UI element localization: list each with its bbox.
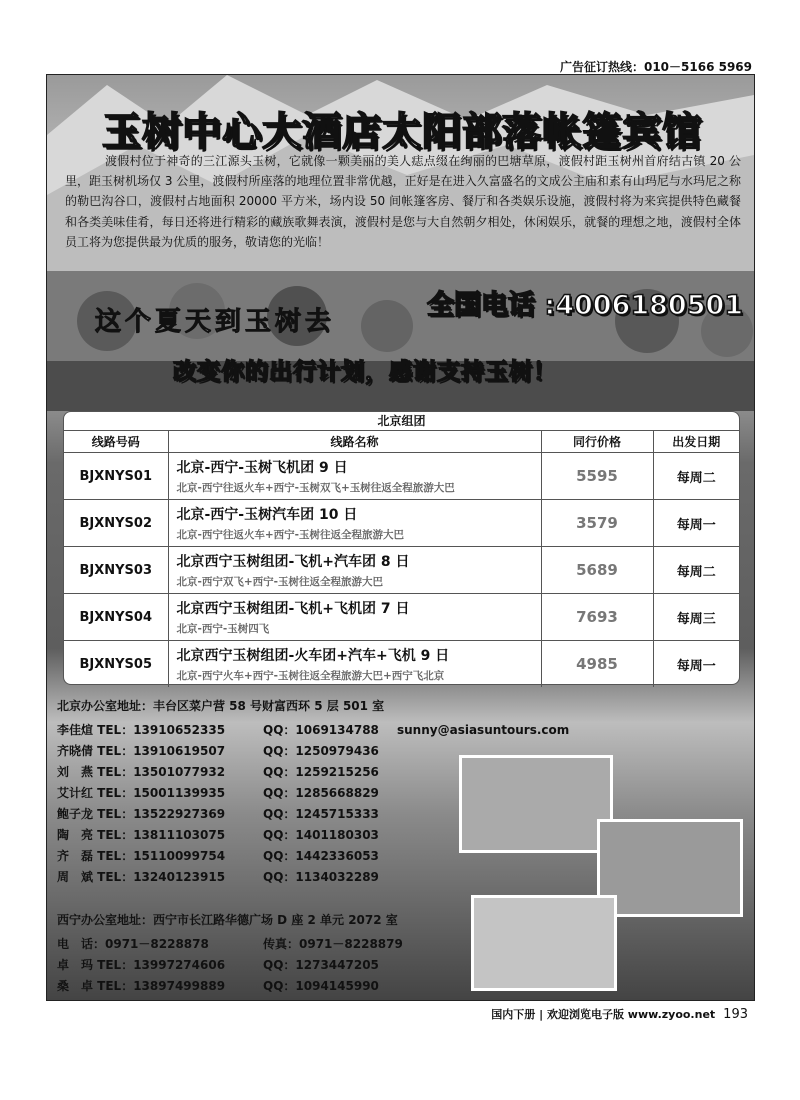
advert-frame xyxy=(46,74,755,1001)
route-date: 每周三 xyxy=(653,594,739,641)
contact-name: 齐 磊 TEL：15110099754 xyxy=(57,849,226,863)
contact-name: 艾计红 TEL：15001139935 xyxy=(57,786,226,800)
contact-qq: QQ：1259215256 xyxy=(263,765,379,779)
contact-qq: QQ：1094145990 xyxy=(263,979,379,993)
contact-qq: QQ：1442336053 xyxy=(263,849,379,863)
summer-headline: 这个夏天到玉树去 xyxy=(95,307,336,337)
page-number: 193 xyxy=(723,1007,748,1022)
header-code: 线路号码 xyxy=(64,431,168,453)
table-row xyxy=(64,641,739,688)
route-price: 5595 xyxy=(541,453,653,500)
contact-name: 鲍子龙 TEL：13522927369 xyxy=(57,807,226,821)
beijing-office xyxy=(57,697,570,888)
route-detail: 北京-西宁火车+西宁-玉树往返全程旅游大巴+西宁飞北京 xyxy=(176,670,445,682)
route-code: BJXNYS01 xyxy=(64,453,168,500)
contact-name: 齐晓倩 TEL：13910619507 xyxy=(57,744,226,758)
tent-interior-photo-2 xyxy=(597,819,743,917)
route-detail: 北京-西宁往返火车+西宁-玉树双飞+玉树往返全程旅游大巴 xyxy=(176,482,455,494)
route-price: 7693 xyxy=(541,594,653,641)
route-name: 北京-西宁-玉树飞机团 9 日 xyxy=(176,460,348,476)
route-detail: 北京-西宁往返火车+西宁-玉树往返全程旅游大巴 xyxy=(176,529,405,541)
page-footer xyxy=(491,1006,748,1022)
xining-office xyxy=(57,911,497,997)
route-code: BJXNYS05 xyxy=(64,641,168,688)
route-code: BJXNYS02 xyxy=(64,500,168,547)
route-detail: 北京-西宁双飞+西宁-玉树往返全程旅游大巴 xyxy=(176,576,384,588)
route-code: BJXNYS04 xyxy=(64,594,168,641)
contact-name: 桑 卓 TEL：13897499889 xyxy=(57,979,226,993)
header-name: 线路名称 xyxy=(168,431,541,453)
contact-email[interactable]: sunny@asiasuntours.com xyxy=(397,723,570,737)
contact-name: 电 话：0971－8228878 xyxy=(57,937,209,951)
route-date: 每周一 xyxy=(653,500,739,547)
national-phone: 全国电话 :4006180501 xyxy=(427,290,744,321)
beijing-address: 北京办公室地址：丰台区菜户营 58 号财富西环 5 层 501 室 xyxy=(57,699,385,713)
contact-qq: QQ：1273447205 xyxy=(263,958,379,972)
contact-qq: QQ：1250979436 xyxy=(263,744,379,758)
contact-qq: QQ：1245715333 xyxy=(263,807,379,821)
contact-name: 卓 玛 TEL：13997274606 xyxy=(57,958,226,972)
contact-fax: 传真：0971－8228879 xyxy=(263,937,403,951)
header-price: 同行价格 xyxy=(541,431,653,453)
header-date: 出发日期 xyxy=(653,431,739,453)
contact-qq: QQ：1069134788 xyxy=(263,723,379,737)
route-price: 3579 xyxy=(541,500,653,547)
ad-hotline: 广告征订热线：010－5166 5969 xyxy=(559,60,752,74)
contact-name: 刘 燕 TEL：13501077932 xyxy=(57,765,226,779)
route-price: 4985 xyxy=(541,641,653,688)
route-date: 每周一 xyxy=(676,658,716,674)
hotel-title: 玉树中心大酒店太阳部落帐篷宾馆 xyxy=(101,109,702,155)
footer-text: 国内下册 | 欢迎浏览电子版 www.zyoo.net xyxy=(491,1008,716,1021)
table-row xyxy=(64,547,739,594)
table-row xyxy=(64,500,739,547)
route-name: 北京-西宁-玉树汽车团 10 日 xyxy=(176,507,358,523)
route-name: 北京西宁玉树组团-飞机+飞机团 7 日 xyxy=(176,601,410,617)
route-table xyxy=(63,411,740,685)
route-date: 每周二 xyxy=(653,453,739,500)
table-row xyxy=(64,594,739,641)
route-name: 北京西宁玉树组团-飞机+汽车团 8 日 xyxy=(176,554,410,570)
contact-qq: QQ：1134032289 xyxy=(263,870,379,884)
contact-qq: QQ：1285668829 xyxy=(263,786,379,800)
intro-paragraph: 渡假村位于神奇的三江源头玉树，它就像一颗美丽的美人痣点缀在绚丽的巴塘草原，渡假村距玉树州首府结古镇 20 公里，距玉树机场仅 3 公里，渡假村所座落的地理位置非常优越，正好是在进入久富盛名的文成公主庙和素有山玛尼与水玛尼之称的勒巴沟谷口，渡假村占地面积 20000 平方米，场内设 50 间帐篷客房、餐厅和各类娱乐设施，渡假村将为来宾提供特色藏餐和各类美味佳肴，每日还将进行精彩的藏族歌舞表演，渡假村是您与大自然朝夕相处，休闲娱乐，就餐的理想之地，渡假村全体员工将为您提供最为优质的服务，敬请您的光临！ xyxy=(65,154,741,249)
contact-qq: QQ：1401180303 xyxy=(263,828,379,842)
contact-name: 李佳煊 TEL：13910652335 xyxy=(57,723,226,737)
route-code: BJXNYS03 xyxy=(64,547,168,594)
route-name: 北京西宁玉树组团-火车团+汽车+飞机 9 日 xyxy=(176,648,450,664)
route-detail: 北京-西宁-玉树四飞 xyxy=(176,623,270,635)
contact-name: 陶 亮 TEL：13811103075 xyxy=(57,828,226,842)
xining-address: 西宁办公室地址：西宁市长江路华德广场 D 座 2 单元 2072 室 xyxy=(57,913,398,927)
slogan: 改变你的出行计划，感谢支持玉树！ xyxy=(173,359,557,385)
route-date: 每周二 xyxy=(653,547,739,594)
table-title: 北京组团 xyxy=(64,412,739,431)
table-row xyxy=(64,453,739,500)
contact-name: 周 斌 TEL：13240123915 xyxy=(57,870,226,884)
tent-interior-photo-1 xyxy=(459,755,613,853)
route-price: 5689 xyxy=(541,547,653,594)
